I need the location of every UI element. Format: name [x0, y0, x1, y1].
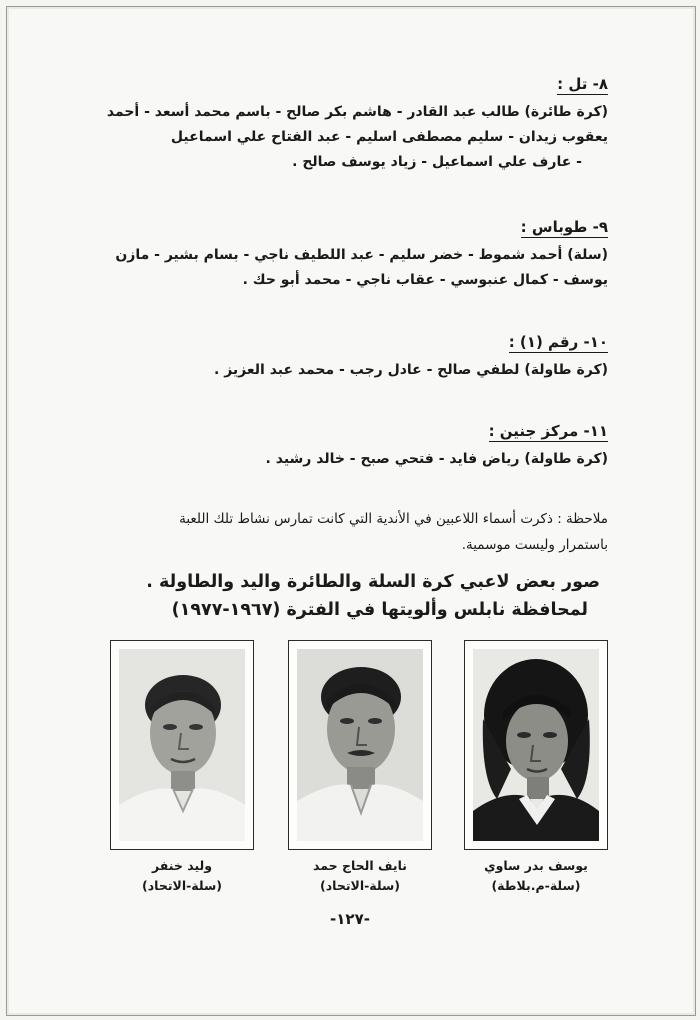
heading-line: لمحافظة نابلس وألويتها في الفترة (١٩٦٧-١٩٧٧): [171, 600, 588, 620]
section-tubas: [88, 217, 608, 293]
portrait-image: [473, 649, 599, 841]
section-number-1: [88, 332, 608, 383]
note-line: ملاحظة : ذكرت أسماء اللاعبين في الأندية التي كانت تمارس نشاط تلك اللعبة: [179, 511, 608, 527]
section-body: [88, 100, 608, 175]
page-number: -١٢٧-: [330, 910, 370, 928]
section-line: (كرة طاولة) رياض فايد - فتحي صبح - خالد رشيد .: [265, 451, 608, 467]
note-line: باستمرار وليست موسمية.: [461, 537, 608, 553]
note-paragraph: [88, 506, 608, 558]
section-body: [88, 447, 608, 472]
player-name: يوسف بدر ساوي: [484, 858, 588, 873]
player-name: نايف الحاج حمد: [313, 858, 407, 873]
photos-heading: [80, 568, 600, 624]
player-card: [458, 640, 608, 896]
player-name: وليد خنفر: [151, 858, 213, 873]
section-line: يوسف - كمال عنبوسي - عقاب ناجي - محمد أبو حك .: [242, 272, 608, 288]
player-team: (سلة-م.بلاطة): [491, 878, 581, 893]
section-line: - عارف علي اسماعيل - زياد يوسف صالح .: [292, 154, 582, 170]
player-caption: [110, 856, 254, 896]
player-caption: [464, 856, 608, 896]
heading-line: صور بعض لاعبي كرة السلة والطائرة واليد والطاولة .: [146, 572, 600, 592]
section-line: (كرة طاولة) لطفي صالح - عادل رجب - محمد عبد العزيز .: [214, 362, 608, 378]
player-card: [104, 640, 254, 896]
portrait-image: [119, 649, 245, 841]
section-line: يعقوب زيدان - سليم مصطفى اسليم - عبد الفتاح علي اسماعيل: [170, 129, 608, 145]
section-title: ١٠- رقم (١) :: [508, 333, 608, 351]
section-line: (كرة طائرة) طالب عبد القادر - هاشم بكر صالح - باسم محمد أسعد - أحمد: [106, 104, 608, 120]
section-title: ٩- طوباس :: [520, 218, 608, 236]
portrait-image: [297, 649, 423, 841]
section-line: (سلة) أحمد شموط - خضر سليم - عبد اللطيف ناجي - بسام بشير - مازن: [115, 247, 608, 263]
player-card: [282, 640, 432, 896]
section-title: ٨- تل :: [557, 75, 608, 93]
player-team: (سلة-الاتحاد): [142, 878, 222, 893]
player-team: (سلة-الاتحاد): [320, 878, 400, 893]
section-body: [88, 358, 608, 383]
section-body: [88, 243, 608, 293]
section-jenin-center: [88, 421, 608, 472]
section-tal: [88, 74, 608, 175]
section-title: ١١- مركز جنين :: [488, 422, 608, 440]
player-caption: [288, 856, 432, 896]
player-photo: [288, 640, 432, 850]
player-photo: [464, 640, 608, 850]
player-photo: [110, 640, 254, 850]
